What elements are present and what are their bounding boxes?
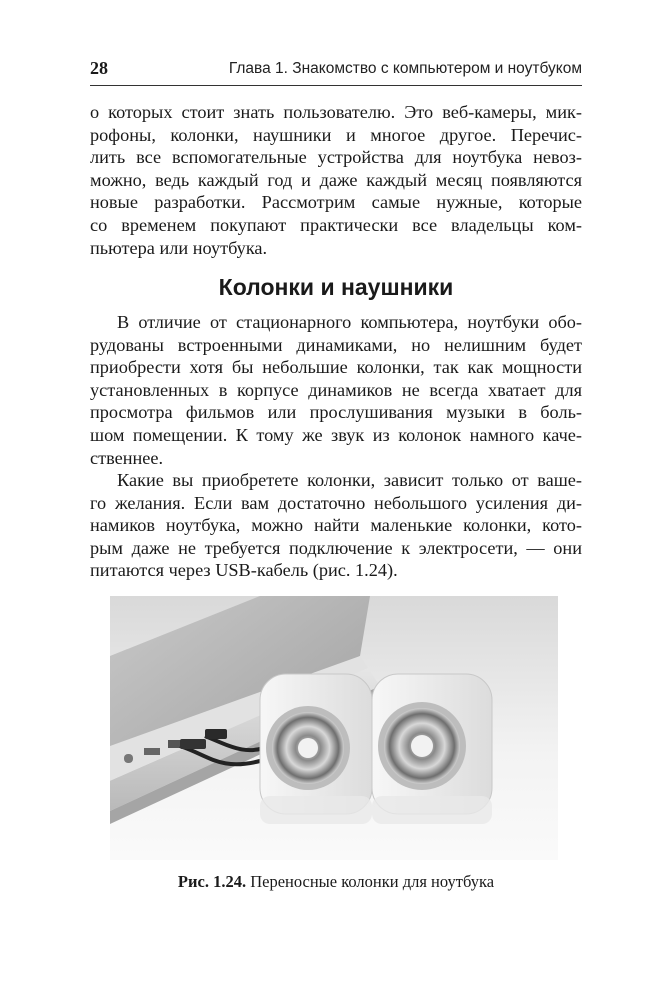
page-number: 28 bbox=[90, 58, 108, 78]
text-line: рым даже не требуется подключение к электросети, — они bbox=[90, 537, 582, 558]
text-line: го желания. Если вам достаточно небольшого усиления ди- bbox=[90, 492, 582, 513]
paragraph-2 bbox=[90, 469, 582, 582]
text-line: намиков ноутбука, можно найти маленькие колонки, кото- bbox=[90, 515, 582, 536]
text-line: можно, ведь каждый год и даже каждый месяц появляются bbox=[90, 169, 582, 190]
text-line: ственнее. bbox=[90, 447, 164, 468]
right-speaker bbox=[372, 674, 492, 824]
text-line: пьютера или ноутбука. bbox=[90, 237, 268, 258]
caption-text: Переносные колонки для ноутбука bbox=[246, 872, 495, 891]
caption-label: Рис. 1.24. bbox=[177, 872, 247, 891]
section-heading: Колонки и наушники bbox=[218, 274, 454, 300]
figure-caption bbox=[90, 872, 582, 892]
running-head: Глава 1. Знакомство с компьютером и ноутбуком bbox=[228, 60, 582, 77]
text-line: новые разработки. Рассмотрим самые нужные, которые bbox=[90, 192, 582, 213]
text-line: лить все вспомогательные устройства для ноутбука невоз- bbox=[90, 147, 582, 168]
speakers-laptop-illustration bbox=[110, 596, 558, 860]
text-line: В отличие от стационарного компьютера, ноутбуки обо- bbox=[117, 312, 582, 332]
text-line: приобрести хотя бы небольшие колонки, так как мощности bbox=[90, 357, 582, 378]
text-line: просмотра фильмов или прослушивания музыки в боль- bbox=[90, 402, 582, 423]
header-rule bbox=[90, 85, 582, 86]
text-line: со временем покупают практически все владельцы ком- bbox=[90, 214, 582, 235]
figure-photo bbox=[110, 596, 558, 860]
paragraph-1 bbox=[90, 311, 582, 469]
text-line: питаются через USB-кабель (рис. 1.24). bbox=[90, 560, 398, 581]
page-header bbox=[90, 56, 582, 86]
text-line: Какие вы приобретете колонки, зависит только от ваше- bbox=[117, 470, 582, 490]
text-line: шом помещении. К тому же звук из колонок намного каче- bbox=[90, 424, 582, 445]
text-line: рофоны, колонки, наушники и многое другое. Перечис- bbox=[90, 124, 582, 145]
text-line: установленных в корпусе динамиков не всегда хватает для bbox=[90, 379, 582, 400]
intro-paragraph bbox=[90, 101, 582, 259]
left-speaker bbox=[260, 674, 372, 824]
text-line: рудованы встроенными динамиками, но нелишним будет bbox=[90, 334, 582, 355]
text-line: о которых стоит знать пользователю. Это веб-камеры, мик- bbox=[90, 102, 582, 122]
